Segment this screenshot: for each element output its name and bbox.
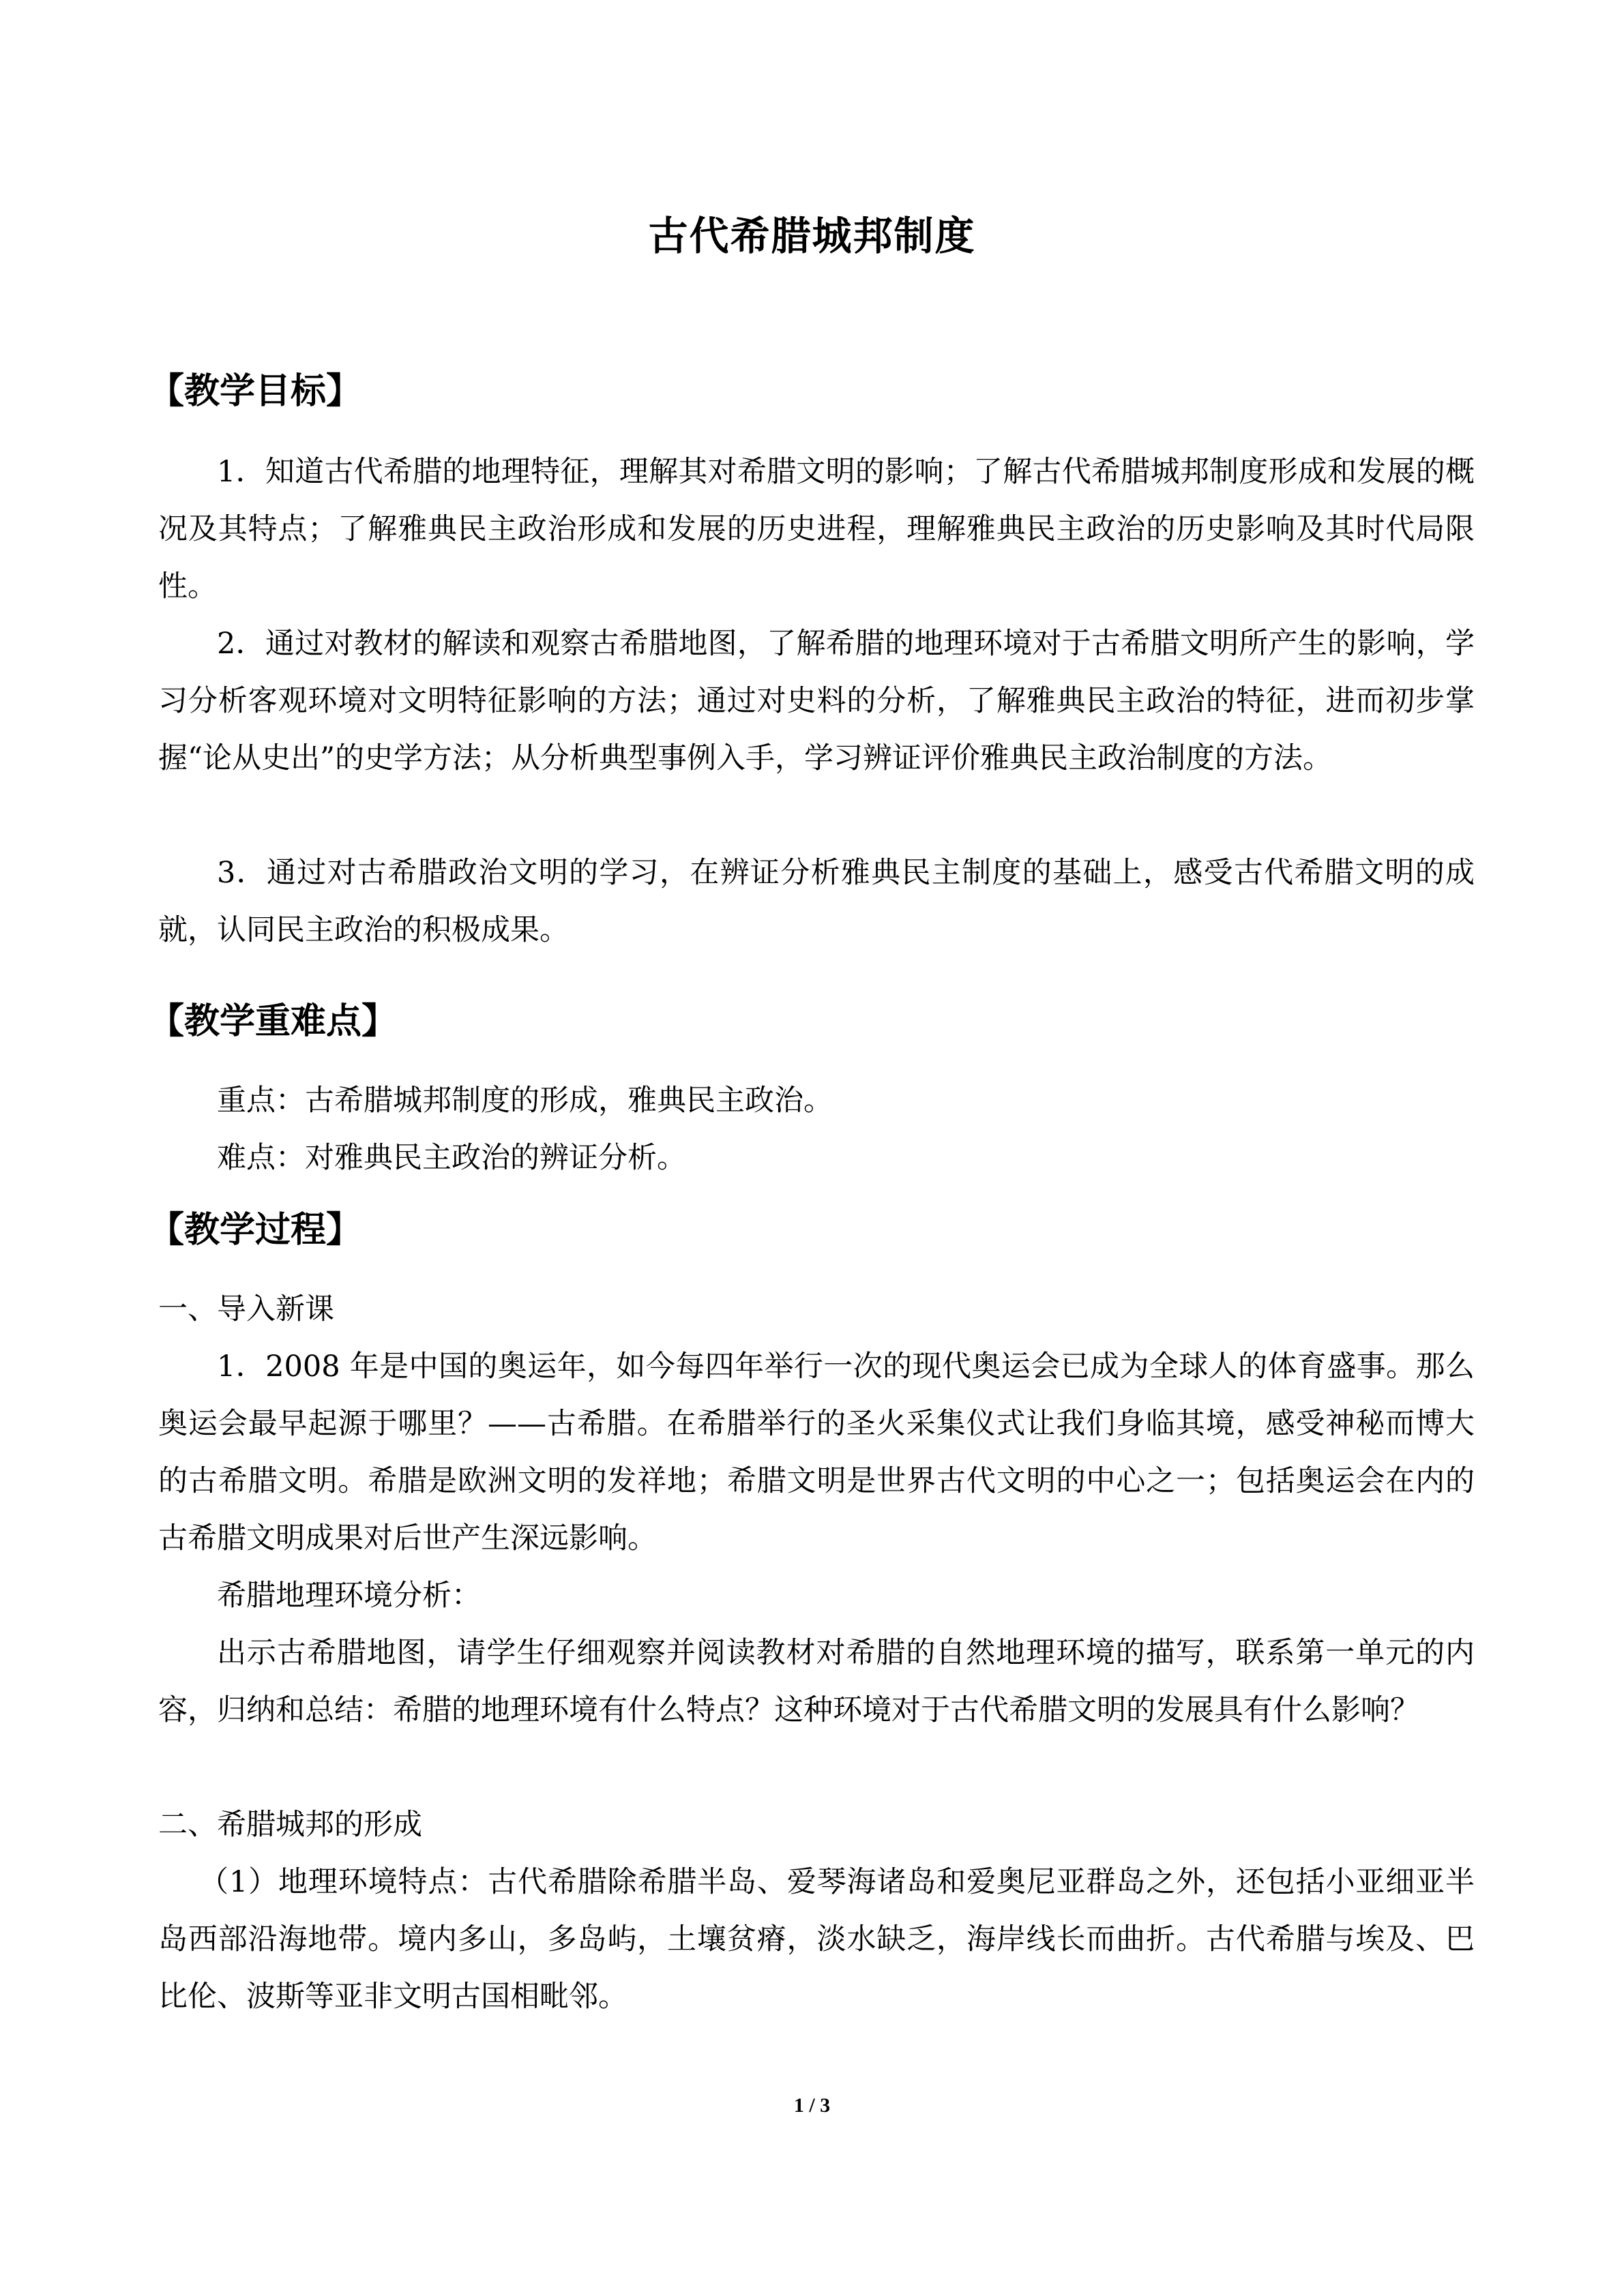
objective-2: 2．通过对教材的解读和观察古希腊地图，了解希腊的地理环境对于古希腊文明所产生的影响，学习分析客观环境对文明特征影响的方法；通过对史料的分析，了解雅典民主政治的特征，进而初步掌握“论从史出”的史学方法；从分析典型事例入手，学习辨证评价雅典民主政治制度的方法。 [158, 627, 1475, 775]
section-2-paragraph: （1）地理环境特点：古代希腊除希腊半岛、爱琴海诸岛和爱奥尼亚群岛之外，还包括小亚细亚半岛西部沿海地带。境内多山，多岛屿，土壤贫瘠，淡水缺乏，海岸线长而曲折。古代希腊与埃及、巴比伦、波斯等亚非文明古国相毗邻。 [158, 1865, 1475, 2014]
page-number: 1 / 3 [793, 2094, 831, 2117]
key-point-difficulty: 难点：对雅典民主政治的辨证分析。 [217, 1141, 686, 1175]
section-2-title: 二、希腊城邦的形成 [158, 1808, 422, 1842]
geo-analysis-label: 希腊地理环境分析： [217, 1579, 481, 1613]
heading-process: 【教学过程】 [149, 1210, 362, 1251]
section-1-paragraph: 1．2008 年是中国的奥运年，如今每四年举行一次的现代奥运会已成为全球人的体育盛事。那么奥运会最早起源于哪里？——古希腊。在希腊举行的圣火采集仪式让我们身临其境，感受神秘而博大的古希腊文明。希腊是欧洲文明的发祥地；希腊文明是世界古代文明的中心之一；包括奥运会在内的古希腊文明成果对后世产生深远影响。 [158, 1350, 1475, 1555]
key-point-focus: 重点：古希腊城邦制度的形成，雅典民主政治。 [217, 1084, 833, 1118]
geo-analysis-text: 出示古希腊地图，请学生仔细观察并阅读教材对希腊的自然地理环境的描写，联系第一单元的内容，归纳和总结：希腊的地理环境有什么特点？这种环境对于古代希腊文明的发展具有什么影响？ [158, 1636, 1475, 1727]
objective-1: 1．知道古代希腊的地理特征，理解其对希腊文明的影响；了解古代希腊城邦制度形成和发展的概况及其特点；了解雅典民主政治形成和发展的历史进程，理解雅典民主政治的历史影响及其时代局限性。 [158, 455, 1475, 603]
heading-key-points: 【教学重难点】 [149, 1001, 398, 1042]
section-1-title: 一、导入新课 [158, 1292, 334, 1326]
document-title: 古代希腊城邦制度 [648, 213, 976, 259]
heading-objectives: 【教学目标】 [149, 371, 362, 412]
objective-3: 3．通过对古希腊政治文明的学习，在辨证分析雅典民主制度的基础上，感受古代希腊文明的成就，认同民主政治的积极成果。 [158, 856, 1475, 947]
